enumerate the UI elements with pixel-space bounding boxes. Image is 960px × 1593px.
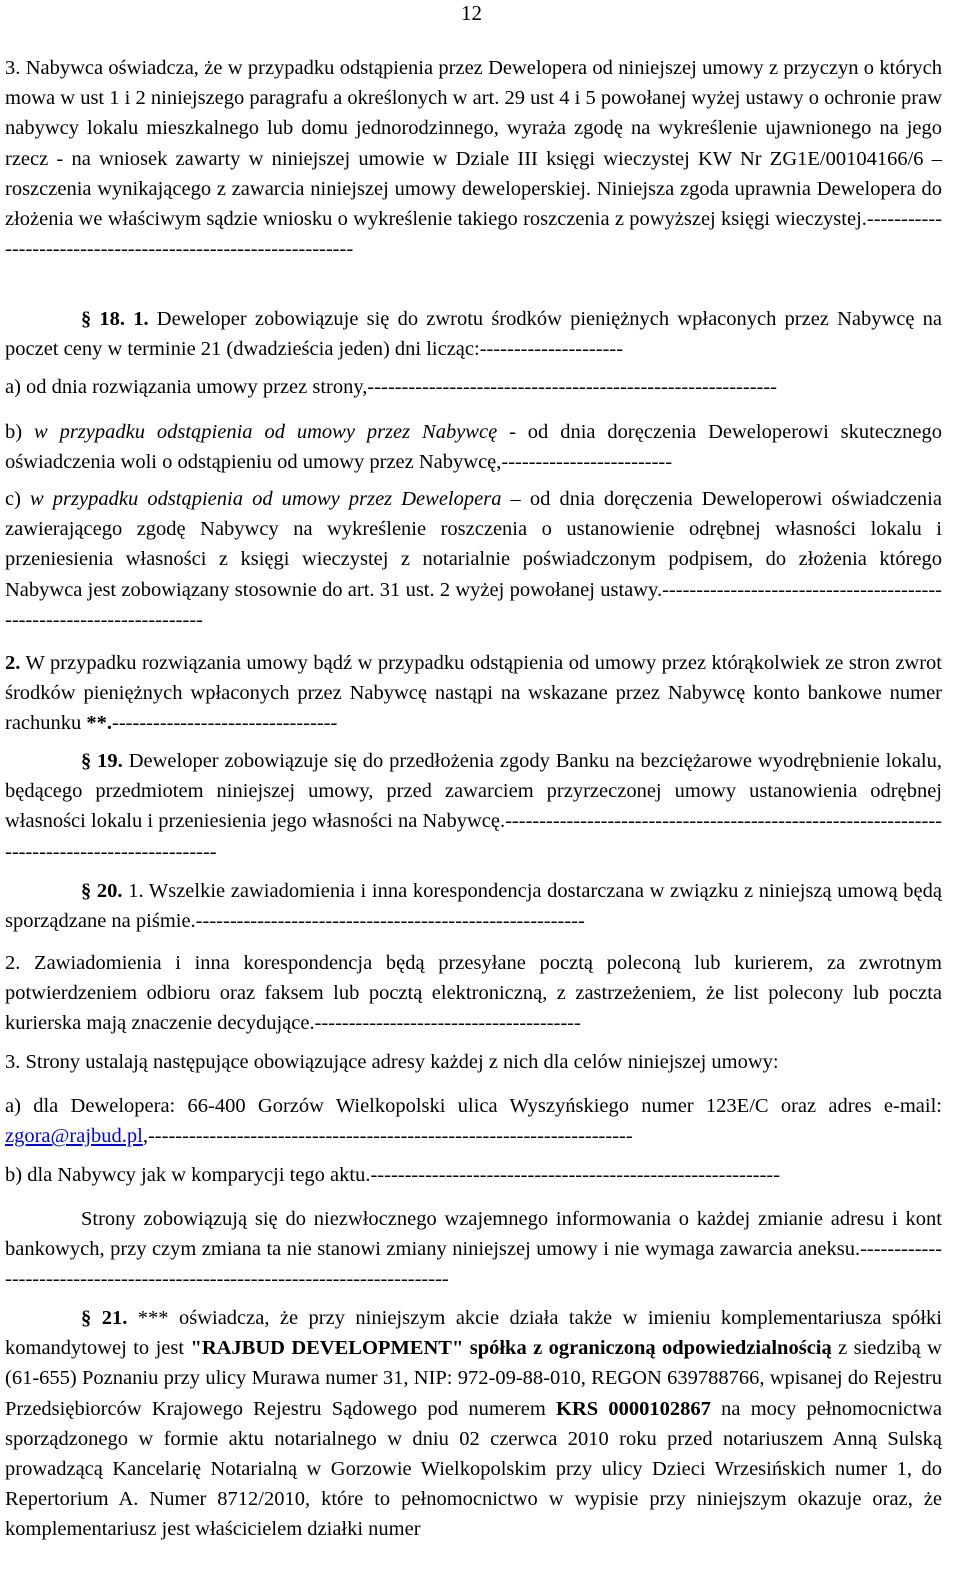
section-19: § 19. Deweloper zobowiązuje się do przedłożenia zgody Banku na bezciężarowe wyodrębnienie lokalu, będącego przedmiotem niniejszej umowy, przed zawarciem przyrzeczonej umowy ustanowienia odrębnej własności lokalu i przeniesienia jego własności na Nabywcę.----------------------------------------------------------------------------------------------- (5, 750, 942, 863)
section-21: § 21. *** oświadcza, że przy niniejszym akcie działa także w imieniu komplementariusza spółki komandytowej to jest "RAJBUD DEVELOPMENT" spółka z ograniczoną odpowiedzialnością z siedzibą w (61-655) Poznaniu przy ulicy Murawa numer 31, NIP: 972-09-88-010, REGON 639788766, wpisanej do Rejestru Przedsiębiorców Krajowego Rejestru Sądowego pod numerem KRS 0000102867 na mocy pełnomocnictwa sporządzonego w formie aktu notarialnego w dniu 02 czerwca 2010 roku przed notariuszem Anną Sulską prowadzącą Kancelarię Notarialną w Gorzowie Wielkopolskim przy ulicy Dzieci Wrzesińskich numer 1, do Repertorium A. Numer 8712/2010, które to pełnomocnictwo w wypisie przy niniejszym okazuje oraz, że komplementariusz jest właścicielem działki numer (5, 1307, 942, 1541)
section-18-point-1-number: 1. (133, 308, 149, 330)
section-18-point-2: 2. W przypadku rozwiązania umowy bądź w przypadku odstąpienia od umowy przez którąkolwiek ze stron zwrot środków pieniężnych wpłaconych przez Nabywcę nastąpi na wskazane przez Nabywcę konto bankowe numer rachunku **.--------------------------------- (5, 652, 942, 735)
section-18-point-1-text: Deweloper zobowiązuje się do zwrotu środków pieniężnych wpłaconych przez Nabywcę na poczet ceny w terminie 21 (dwadzieścia jeden) dni licząc:--------------------- (5, 308, 942, 361)
krs-number: KRS 0000102867 (556, 1397, 711, 1420)
section-18-item-a: a) od dnia rozwiązania umowy przez strony,------------------------------------------------------------ (5, 376, 778, 398)
section-21-heading: § 21. (81, 1307, 128, 1329)
company-name: "RAJBUD DEVELOPMENT" spółka z ograniczoną odpowiedzialnością (190, 1337, 832, 1360)
section-18-item-c-italic: w przypadku odstąpienia od umowy przez Dewelopera (30, 488, 502, 510)
section-18-item-c: c) w przypadku odstąpienia od umowy przez Dewelopera – od dnia doręczenia Deweloperowi oświadczenia zawierającego zgodę Nabywcy na wykreślenie roszczenia o ustanowienie odrębnej własności lokalu i przeniesienia własności z księgi wieczystej z notarialnie poświadczonym podpisem, do złożenia którego Nabywca jest zobowiązany stosownie do art. 31 ust. 2 wyżej powołanej ustawy.---------------------------------------------------------------------- (5, 488, 942, 631)
section-20-point-3: 3. Strony ustalają następujące obowiązujące adresy każdej z nich dla celów niniejszej umowy: (5, 1051, 779, 1073)
paragraph-17-3: 3. Nabywca oświadcza, że w przypadku odstąpienia przez Dewelopera od niniejszej umowy z przyczyn o których mowa w ust 1 i 2 niniejszego paragrafu a określonych w art. 29 ust 4 i 5 powołanej wyżej ustawy o ochronie praw nabywcy lokalu mieszkalnego lub domu jednorodzinnego, wyraża zgodę na wykreślenie ujawnionego na jego rzecz - na wniosek zawarty w niniejszej umowie w Dziale III księgi wieczystej KW Nr ZG1E/00104166/6 – roszczenia wynikającego z zawarcia niniejszej umowy deweloperskiej. Niniejsza zgoda uprawnia Dewelopera do złożenia we właściwym sądzie wniosku o wykreślenie takiego roszczenia z powyższej księgi wieczystej.-------------------------------------------------------------- (5, 57, 942, 261)
page-number: 12 (461, 1, 482, 25)
section-20-notice: Strony zobowiązują się do niezwłocznego wzajemnego informowania o każdej zmianie adresu i kont bankowych, przy czym zmiana ta nie stanowi zmiany niniejszej umowy i nie wymaga zawarcia aneksu.----------------------------------------------------------------------------- (5, 1208, 942, 1291)
section-20-point-2: 2. Zawiadomienia i inna korespondencja będą przesyłane pocztą poleconą lub kurierem, za zwrotnym potwierdzeniem odbioru oraz faksem lub pocztą elektroniczną, z zastrzeżeniem, że list polecony lub poczta kurierska mają znaczenie decydujące.--------------------------------------- (5, 952, 942, 1035)
section-19-heading: § 19. (81, 750, 123, 772)
developer-email-link[interactable]: zgora@rajbud.pl (5, 1125, 143, 1148)
section-18-intro (5, 304, 942, 364)
section-18-item-b-italic: w przypadku odstąpienia od umowy przez Nabywcę (33, 421, 498, 443)
section-20-heading: § 20. (81, 880, 123, 902)
section-20-address-b: b) dla Nabywcy jak w komparycji tego aktu.------------------------------------------------------------ (5, 1164, 781, 1186)
section-20-point-1: § 20. 1. Wszelkie zawiadomienia i inna korespondencja dostarczana w związku z niniejszą umową będą sporządzane na piśmie.--------------------------------------------------------- (5, 880, 943, 933)
section-18-item-b: b) w przypadku odstąpienia od umowy przez Nabywcę - od dnia doręczenia Deweloperowi skutecznego oświadczenia woli o odstąpieniu od umowy przez Nabywcę,------------------------- (5, 421, 942, 474)
section-18-heading: § 18. (81, 308, 126, 330)
section-20-address-a: a) dla Dewelopera: 66-400 Gorzów Wielkopolski ulica Wyszyńskiego numer 123E/C oraz adres e-mail: zgora@rajbud.pl,----------------------------------------------------------------------- (5, 1095, 942, 1148)
account-number-placeholder: **. (86, 712, 113, 735)
